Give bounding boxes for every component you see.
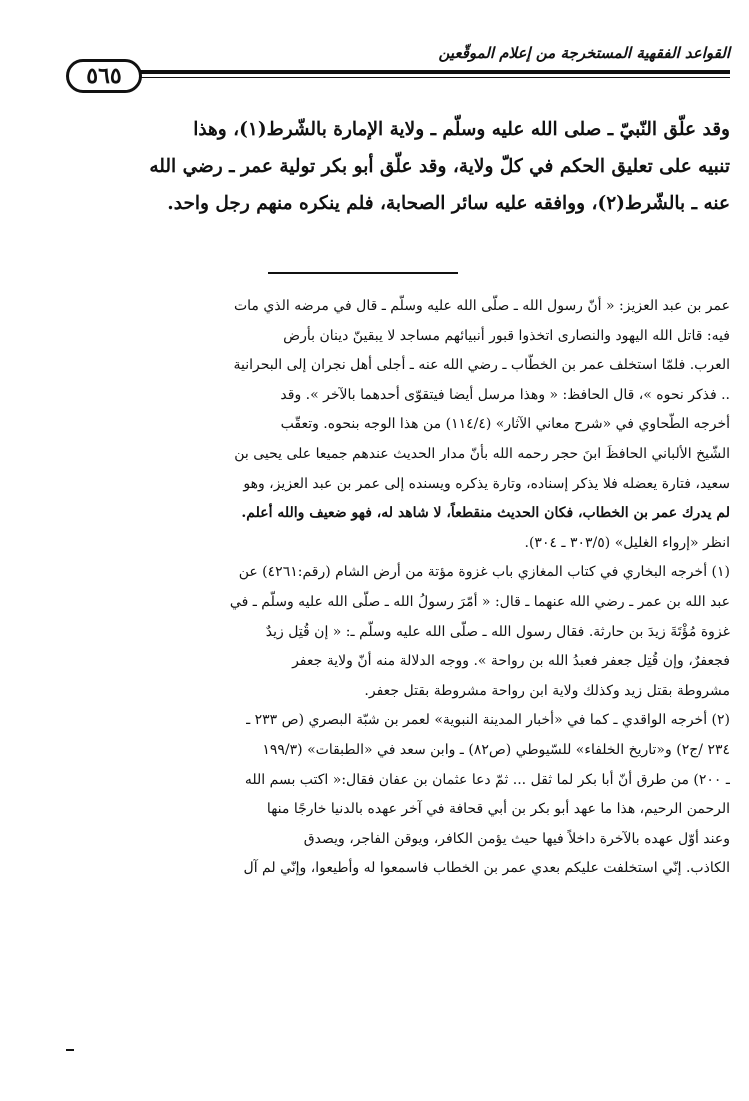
footnote-line: الشّيخ الألباني الحافظَ ابنَ حجر رحمه الله بأنّ مدار الحديث عندهم جميعا على يحيى بن (234, 445, 730, 462)
page-header (66, 40, 730, 98)
footnote-line: ٢٣٤ /ج٢) و«تاريخ الخلفاء» للسّيوطي (ص٨٢) ـ وابن سعد في «الطبقات» (١٩٩/٣ (262, 741, 730, 758)
header-rule-thick (128, 70, 730, 74)
footnote-line: .. فذكر نحوه »، قال الحافظ: « وهذا مرسل أيضا فيتقوّى أحدهما بالآخر ». وقد (280, 386, 730, 403)
footnote-line: الرحمن الرحيم، هذا ما عهد أبو بكر بن أبي قحافة في آخر عهده بالدنيا خارجًا منها (266, 801, 730, 818)
footnote-line: انظر «إرواء الغليل» (٣٠٣/٥ ـ ٣٠٤). (524, 534, 730, 551)
main-text-line: تنبيه على تعليق الحكم في كلّ ولاية، وقد علّق أبو بكر تولية عمر ـ رضي الله (149, 156, 730, 177)
footnote-line: العرب. فلمّا استخلف عمر بن الخطّاب ـ رضي الله عنه ـ أجلى أهل نجران إلى البحرانية (233, 357, 730, 374)
header-rule-thin (128, 77, 730, 78)
footnote-line: ـ ٢٠٠) من طرق أنّ أبا بكر لما ثقل ... ثمّ دعا عثمان بن عفان فقال:« اكتب بسم الله (244, 771, 730, 788)
footnote-line: الكاذب. إنّي استخلفت عليكم بعدي عمر بن الخطاب فاسمعوا له وأطيعوا، وإنّي لم آل (243, 860, 730, 877)
footnote-line: لم يدرك عمر بن الخطاب، فكان الحديث منقطعاً، لا شاهد له، فهو ضعيف والله أعلم. (241, 505, 730, 522)
footnote-line: وعند أوّل عهده بالآخرة داخلاً فيها حيث يؤمن الكافر، ويوقن الفاجر، ويصدق (303, 830, 730, 847)
continuation-mark (66, 1049, 74, 1051)
footnote-line: فجعفرٌ، وإن قُتِل جعفر فعبدُ الله بن رواحة ». ووجه الدلالة منه أنّ ولاية جعفر (292, 653, 730, 670)
footnote-line: (١) أخرجه البخاري في كتاب المغازي باب غزوة مؤتة من أرض الشام (رقم:٤٢٦١) عن (238, 564, 730, 581)
page-number: ٥٦٥ (66, 59, 142, 93)
footnotes (66, 292, 730, 884)
footnote-line: مشروطة بقتل زيد وكذلك ولاية ابن رواحة مشروطة بقتل جعفر. (364, 682, 730, 699)
footnote-line: عمر بن عبد العزيز: « أنّ رسول الله ـ صلّى الله عليه وسلّم ـ قال في مرضه الذي مات (233, 298, 730, 314)
main-text (66, 111, 730, 222)
footnote-line: سعيد، فتارة يعضله فلا يذكر إسناده، وتارة يذكره ويسنده إلى عمر بن عبد العزيز، وهو (243, 475, 730, 492)
footnote-line: فيه: قاتل الله اليهود والنصارى اتخذوا قبور أنبيائهم مساجد لا يبقينّ دينان بأرض (283, 327, 730, 344)
footnote-separator (268, 272, 458, 274)
main-text-line: وقد علّق النّبيّ ـ صلى الله عليه وسلّم ـ ولاية الإمارة بالشّرط(١)، وهذا (193, 119, 730, 140)
running-title: القواعد الفقهية المستخرجة من إعلام الموقّعين (438, 44, 730, 62)
footnote-line: عبد الله بن عمر ـ رضي الله عنهما ـ قال: « أمّرَ رسولُ الله ـ صلّى الله عليه وسلّم ـ في (229, 593, 730, 610)
footnote-line: غزوة مُؤْتَةَ زيدَ بن حارثة. فقال رسول الله ـ صلّى الله عليه وسلّم ـ: « إن قُتِل زيدٌ (265, 623, 730, 640)
footnote-line: أخرجه الطّحاوي في «شرح معاني الآثار» (١١٤/٤) من هذا الوجه بنحوه. وتعقّب (280, 416, 730, 433)
main-text-line: عنه ـ بالشّرط(٢)، ووافقه عليه سائر الصحابة، فلم ينكره منهم رجل واحد. (167, 193, 730, 214)
footnote-line: (٢) أخرجه الواقدي ـ كما في «أخبار المدينة النبوية» لعمر بن شبّة البصري (ص ٢٣٣ ـ (246, 712, 730, 729)
